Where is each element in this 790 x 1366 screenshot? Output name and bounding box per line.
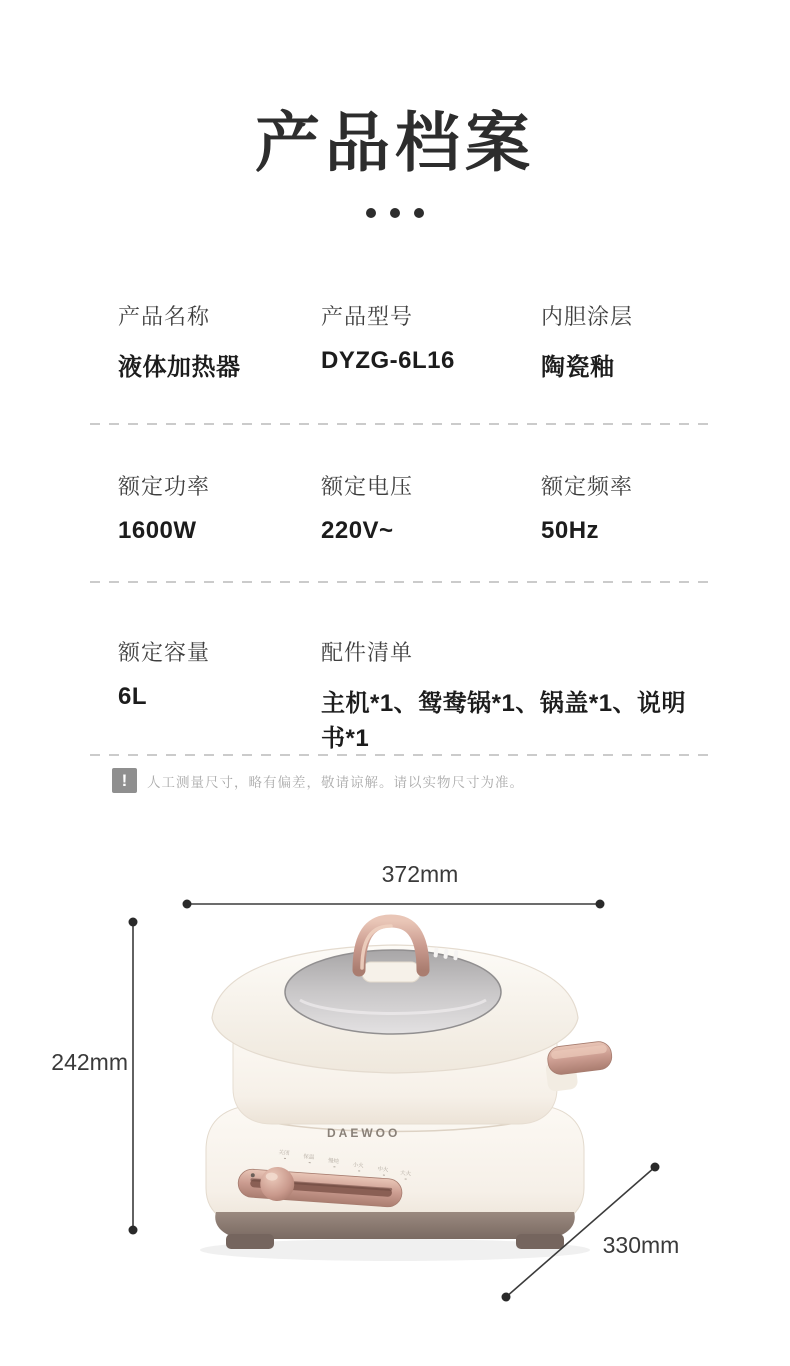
spec-label: 产品型号 bbox=[321, 304, 414, 329]
spec-cell-product-name bbox=[118, 300, 321, 382]
spec-label: 内胆涂层 bbox=[541, 304, 634, 329]
product-figure bbox=[0, 820, 790, 1366]
spec-value: 220V~ bbox=[321, 517, 394, 544]
spec-cell-voltage bbox=[321, 470, 541, 545]
brand-logo: DAEWOO bbox=[327, 1126, 401, 1140]
spec-value: 液体加热器 bbox=[118, 354, 241, 381]
spec-label: 额定功率 bbox=[118, 474, 211, 499]
svg-text:中火: 中火 bbox=[377, 1166, 389, 1174]
svg-text:保温: 保温 bbox=[302, 1154, 315, 1161]
cooker-base bbox=[206, 1105, 584, 1249]
spec-cell-coating bbox=[541, 300, 710, 382]
svg-text:关闭: 关闭 bbox=[278, 1149, 290, 1157]
spec-label: 额定容量 bbox=[118, 640, 211, 665]
spec-label: 额定频率 bbox=[541, 474, 634, 499]
width-dimension-line bbox=[183, 900, 605, 909]
spec-cell-frequency bbox=[541, 470, 710, 545]
height-dimension-line bbox=[129, 918, 138, 1235]
spec-cell-accessories bbox=[321, 636, 710, 753]
pot-side-handle bbox=[543, 1040, 615, 1092]
spec-row-2 bbox=[118, 470, 710, 545]
dot-icon bbox=[390, 208, 400, 218]
spec-value: 主机*1、鸳鸯锅*1、锅盖*1、说明书*1 bbox=[321, 690, 687, 752]
width-dimension-label: 372mm bbox=[381, 861, 459, 887]
spec-value: DYZG-6L16 bbox=[321, 347, 455, 374]
spec-cell-capacity bbox=[118, 636, 321, 753]
dot-icon bbox=[366, 208, 376, 218]
spec-cell-power bbox=[118, 470, 321, 545]
spec-label: 产品名称 bbox=[118, 304, 211, 329]
svg-text:小火: 小火 bbox=[352, 1162, 364, 1170]
spec-value: 50Hz bbox=[541, 517, 600, 544]
spec-row-1 bbox=[118, 300, 710, 382]
dashed-divider bbox=[90, 581, 710, 583]
height-dimension-label: 242mm bbox=[51, 1049, 128, 1075]
spec-cell-model bbox=[321, 300, 541, 382]
spec-value: 陶瓷釉 bbox=[541, 354, 615, 381]
dot-icon bbox=[414, 208, 424, 218]
measurement-note bbox=[112, 768, 524, 793]
note-text: 人工测量尺寸，略有偏差，敬请谅解。请以实物尺寸为准。 bbox=[147, 774, 524, 790]
spec-label: 额定电压 bbox=[321, 474, 414, 499]
cooker-lid bbox=[212, 921, 578, 1073]
spec-row-3 bbox=[118, 636, 710, 753]
svg-text:慢炖: 慢炖 bbox=[327, 1158, 340, 1166]
dashed-divider bbox=[90, 754, 710, 756]
page-title: 产品档案 bbox=[254, 106, 535, 179]
exclamation-icon: ! bbox=[112, 768, 137, 793]
spec-value: 6L bbox=[118, 683, 148, 710]
depth-dimension-label: 330mm bbox=[602, 1232, 680, 1258]
svg-text:大火: 大火 bbox=[399, 1170, 412, 1178]
spec-label: 配件清单 bbox=[321, 640, 414, 665]
dashed-divider bbox=[90, 423, 710, 425]
spec-value: 1600W bbox=[118, 517, 197, 544]
title-dots-decoration bbox=[0, 208, 790, 218]
